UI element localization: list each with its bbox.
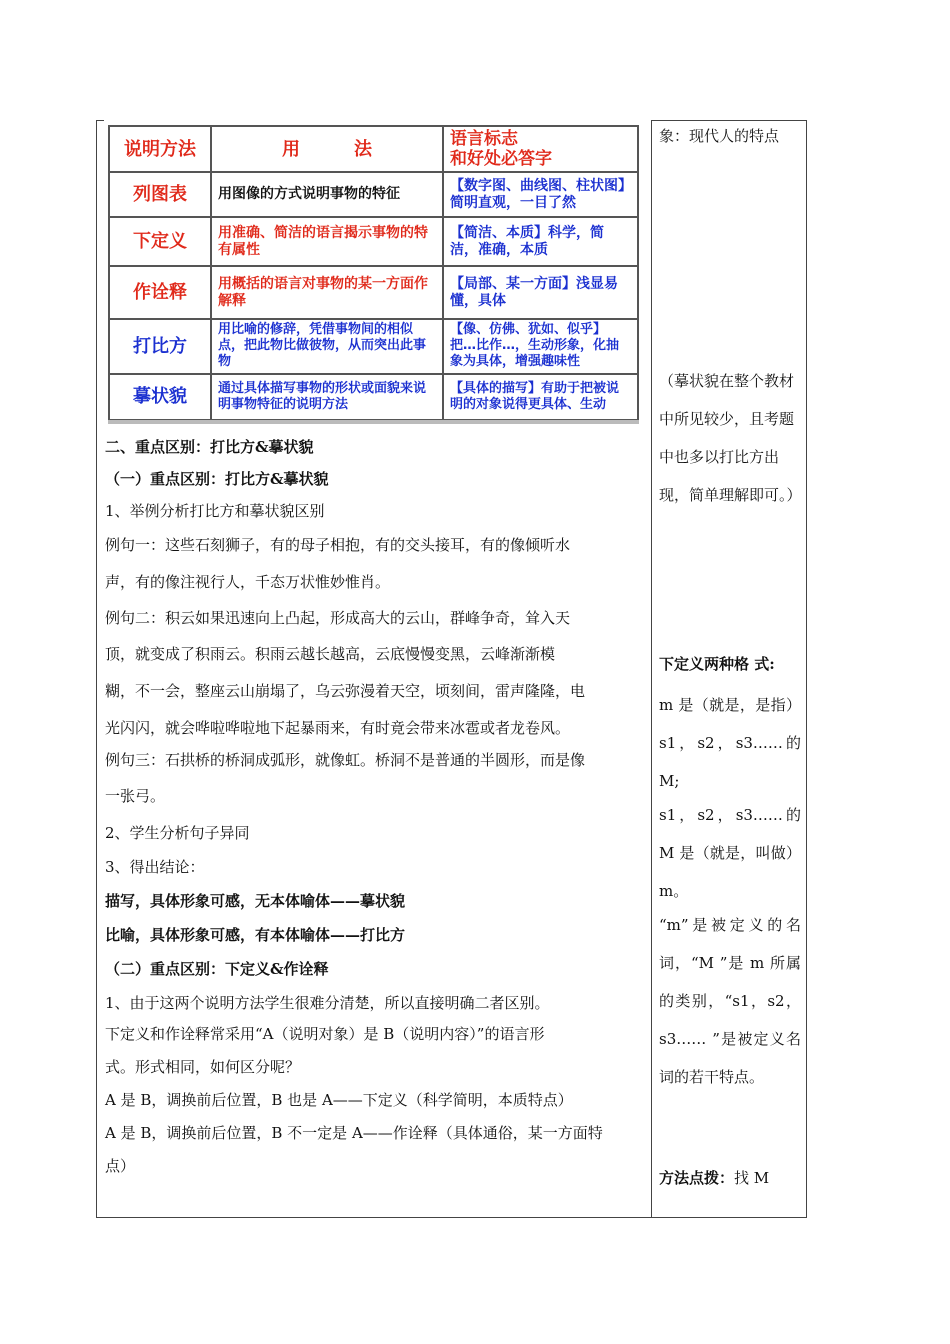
paragraph: 1、举例分析打比方和摹状貌区别 xyxy=(105,502,325,520)
row-sign: 【简洁、本质】科学，简洁，准确，本质 xyxy=(443,217,638,267)
example-line: 顶，就变成了积雨云。积雨云越长越高，云底慢慢变黑，云峰渐渐模 xyxy=(105,645,556,663)
paragraph: 1、由于这两个说明方法学生很难分清楚，所以直接明确二者区别。 xyxy=(105,994,550,1012)
table-bottom-shadow xyxy=(108,420,639,424)
row-sign: 【局部、某一方面】浅显易懂，具体 xyxy=(443,266,638,319)
row-method: 打比方 xyxy=(109,319,211,374)
paragraph: 下定义和作诠释常采用“A（说明对象）是 B（说明内容）”的语言形 xyxy=(105,1025,545,1043)
side-note-7 xyxy=(659,1168,801,1188)
paragraph: 3、得出结论： xyxy=(105,858,205,876)
paragraph: 式。形式相同，如何区分呢？ xyxy=(105,1058,301,1076)
header-usage: 用 法 xyxy=(211,126,443,172)
side-note-5: s1，s2，s3……的 M 是（就是，叫做）m。 xyxy=(659,806,801,900)
conclusion: 描写，具体形象可感，无本体喻体——摹状貌 xyxy=(105,892,406,910)
paragraph: 点） xyxy=(105,1157,136,1175)
side-note-4: m 是（就是，是指）s1，s2，s3……的 M; xyxy=(659,696,801,790)
table-header-row xyxy=(109,126,638,172)
main-content xyxy=(105,436,645,1185)
example-line: 例句三：石拱桥的桥洞成弧形，就像虹。桥洞不是普通的半圆形，而是像 xyxy=(105,751,586,769)
row-sign: 【具体的描写】有助于把被说明的对象说得更具体、生动 xyxy=(443,374,638,421)
row-usage: 用准确、简洁的语言揭示事物的特有属性 xyxy=(211,217,443,267)
header-method: 说明方法 xyxy=(109,126,211,172)
paragraph: 2、学生分析句子异同 xyxy=(105,824,250,842)
subsection-heading: （一）重点区别：打比方&摹状貌 xyxy=(105,470,329,488)
example-line: 糊，不一会，整座云山崩塌了，乌云弥漫着天空，顷刻间，雷声隆隆，电 xyxy=(105,682,586,700)
row-sign: 【数字图、曲线图、柱状图】简明直观，一目了然 xyxy=(443,172,638,216)
row-usage: 用比喻的修辞，凭借事物间的相似点，把此物比做彼物，从而突出此事物 xyxy=(211,319,443,374)
paragraph: A 是 B，调换前后位置，B 也是 A——下定义（科学简明，本质特点） xyxy=(105,1091,573,1109)
row-usage: 用概括的语言对事物的某一方面作解释 xyxy=(211,266,443,319)
example-line: 声，有的像注视行人，千态万状惟妙惟肖。 xyxy=(105,573,391,591)
row-method: 作诠释 xyxy=(109,266,211,319)
table-row xyxy=(109,172,638,216)
row-usage: 通过具体描写事物的形状或面貌来说明事物特征的说明方法 xyxy=(211,374,443,421)
column-divider xyxy=(651,120,652,1218)
row-method: 下定义 xyxy=(109,217,211,267)
table-row xyxy=(109,266,638,319)
explanation-methods-table xyxy=(108,125,639,421)
paragraph: A 是 B，调换前后位置，B 不一定是 A——作诠释（具体通俗，某一方面特 xyxy=(105,1124,603,1142)
method-tip-text: 找 M xyxy=(734,1169,770,1187)
table-row xyxy=(109,374,638,421)
side-note-heading: 下定义两种格 式: xyxy=(659,655,775,673)
header-sign: 语言标志 和好处必答字 xyxy=(443,126,638,172)
side-note-6: “m”是被定义的名词，“M ”是 m 所属的类别，“s1，s2，s3…… ”是被定义名词的若干特点。 xyxy=(659,916,801,1086)
side-note-1: 象：现代人的特点 xyxy=(659,127,780,145)
table-row xyxy=(109,319,638,374)
method-tip-label: 方法点拨： xyxy=(659,1169,735,1187)
example-line: 一张弓。 xyxy=(105,787,166,805)
subsection-heading: （二）重点区别：下定义&作诠释 xyxy=(105,960,329,978)
side-note-2: （摹状貌在整个教材中所见较少，且考题中也多以打比方出现，简单理解即可。） xyxy=(659,372,802,504)
row-usage: 用图像的方式说明事物的特征 xyxy=(211,172,443,216)
example-line: 例句一：这些石刻狮子，有的母子相抱，有的交头接耳，有的像倾听水 xyxy=(105,536,571,554)
table-row xyxy=(109,217,638,267)
row-method: 列图表 xyxy=(109,172,211,216)
conclusion: 比喻，具体形象可感，有本体喻体——打比方 xyxy=(105,926,406,944)
row-sign: 【像、仿佛、犹如、似乎】把…比作…，生动形象，化抽象为具体，增强趣味性 xyxy=(443,319,638,374)
example-line: 例句二：积云如果迅速向上凸起，形成高大的云山，群峰争奇，耸入天 xyxy=(105,609,571,627)
example-line: 光闪闪，就会哗啦哗啦地下起暴雨来，有时竟会带来冰雹或者龙卷风。 xyxy=(105,719,571,737)
row-method: 摹状貌 xyxy=(109,374,211,421)
section-heading: 二、重点区别：打比方&摹状貌 xyxy=(105,438,314,456)
